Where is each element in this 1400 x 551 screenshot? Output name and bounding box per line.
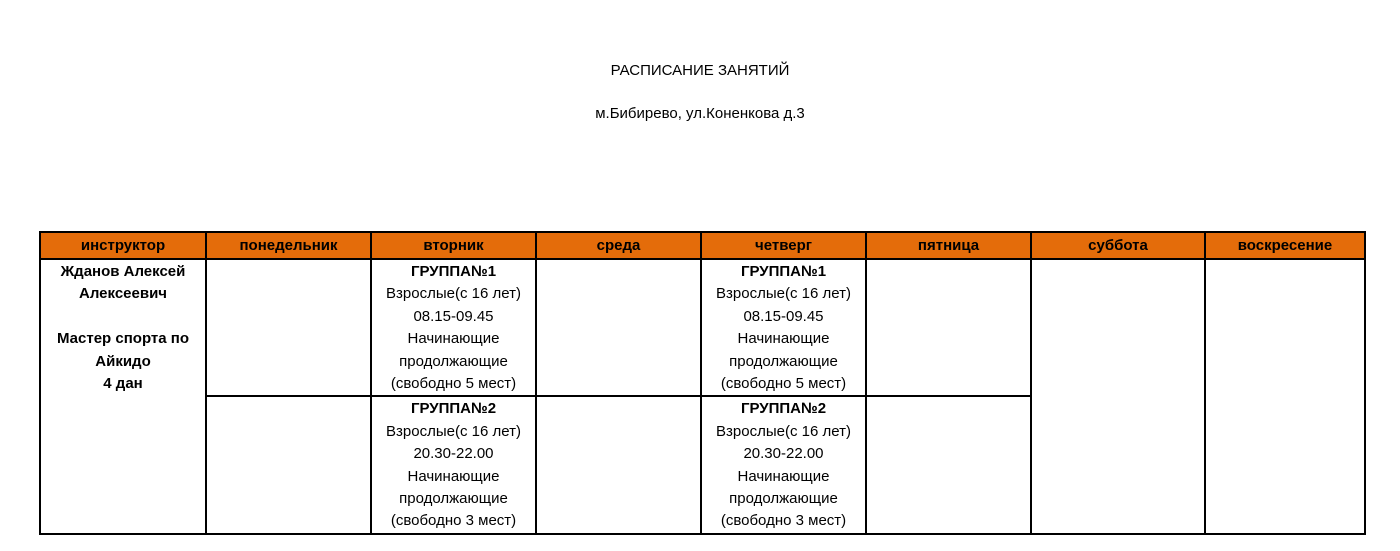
- page-title: РАСПИСАНИЕ ЗАНЯТИЙ: [610, 62, 790, 79]
- group-time: 20.30-22.00: [743, 445, 824, 463]
- group-level-continuing: продолжающие: [399, 490, 508, 508]
- group-audience: Взрослые(с 16 лет): [386, 285, 521, 303]
- group-time: 08.15-09.45: [743, 307, 824, 325]
- wednesday-group1-cell: [536, 259, 701, 396]
- tuesday-group2-cell: [371, 396, 536, 534]
- instructor-title-line2: Айкидо: [95, 352, 151, 370]
- group-availability: (свободно 3 мест): [720, 512, 847, 530]
- group-level-continuing: продолжающие: [729, 490, 838, 508]
- instructor-name-line1: Жданов Алексей: [60, 263, 186, 280]
- group-availability: (свободно 5 мест): [720, 375, 847, 393]
- friday-group2-cell: [866, 396, 1031, 534]
- sunday-cell: [1205, 259, 1365, 534]
- wednesday-group2-cell: [536, 396, 701, 534]
- group-level-beginners: Начинающие: [407, 467, 500, 485]
- column-header-sunday: воскресение: [1205, 232, 1365, 259]
- tuesday-group1-cell: [371, 259, 536, 396]
- group-name: ГРУППА№2: [740, 400, 827, 418]
- column-header-tuesday: вторник: [371, 232, 536, 259]
- friday-group1-cell: [866, 259, 1031, 396]
- group-name: ГРУППА№2: [410, 400, 497, 418]
- group-level-beginners: Начинающие: [737, 467, 830, 485]
- table-row: [40, 259, 1365, 396]
- group-level-continuing: продолжающие: [729, 352, 838, 370]
- group-time: 08.15-09.45: [413, 307, 494, 325]
- column-header-instructor: инструктор: [40, 232, 206, 259]
- saturday-cell: [1031, 259, 1205, 534]
- group-name: ГРУППА№1: [410, 263, 497, 280]
- group-availability: (свободно 3 мест): [390, 512, 517, 530]
- group-time: 20.30-22.00: [413, 445, 494, 463]
- instructor-name-line2: Алексеевич: [79, 285, 167, 303]
- group-audience: Взрослые(с 16 лет): [716, 422, 851, 440]
- schedule-table: [39, 231, 1366, 535]
- group-level-beginners: Начинающие: [407, 330, 500, 348]
- column-header-monday: понедельник: [206, 232, 371, 259]
- instructor-title-line1: Мастер спорта по: [57, 330, 189, 348]
- group-name: ГРУППА№1: [740, 263, 827, 280]
- instructor-cell: [40, 259, 206, 534]
- instructor-rank: 4 дан: [103, 375, 143, 393]
- group-level-beginners: Начинающие: [737, 330, 830, 348]
- monday-group1-cell: [206, 259, 371, 396]
- group-level-continuing: продолжающие: [399, 352, 508, 370]
- page-subtitle-address: м.Бибирево, ул.Коненкова д.3: [595, 105, 805, 122]
- column-header-wednesday: среда: [536, 232, 701, 259]
- monday-group2-cell: [206, 396, 371, 534]
- group-audience: Взрослые(с 16 лет): [716, 285, 851, 303]
- group-availability: (свободно 5 мест): [390, 375, 517, 393]
- column-header-thursday: четверг: [701, 232, 866, 259]
- group-audience: Взрослые(с 16 лет): [386, 422, 521, 440]
- header-row: [40, 232, 1365, 259]
- column-header-friday: пятница: [866, 232, 1031, 259]
- thursday-group2-cell: [701, 396, 866, 534]
- thursday-group1-cell: [701, 259, 866, 396]
- column-header-saturday: суббота: [1031, 232, 1205, 259]
